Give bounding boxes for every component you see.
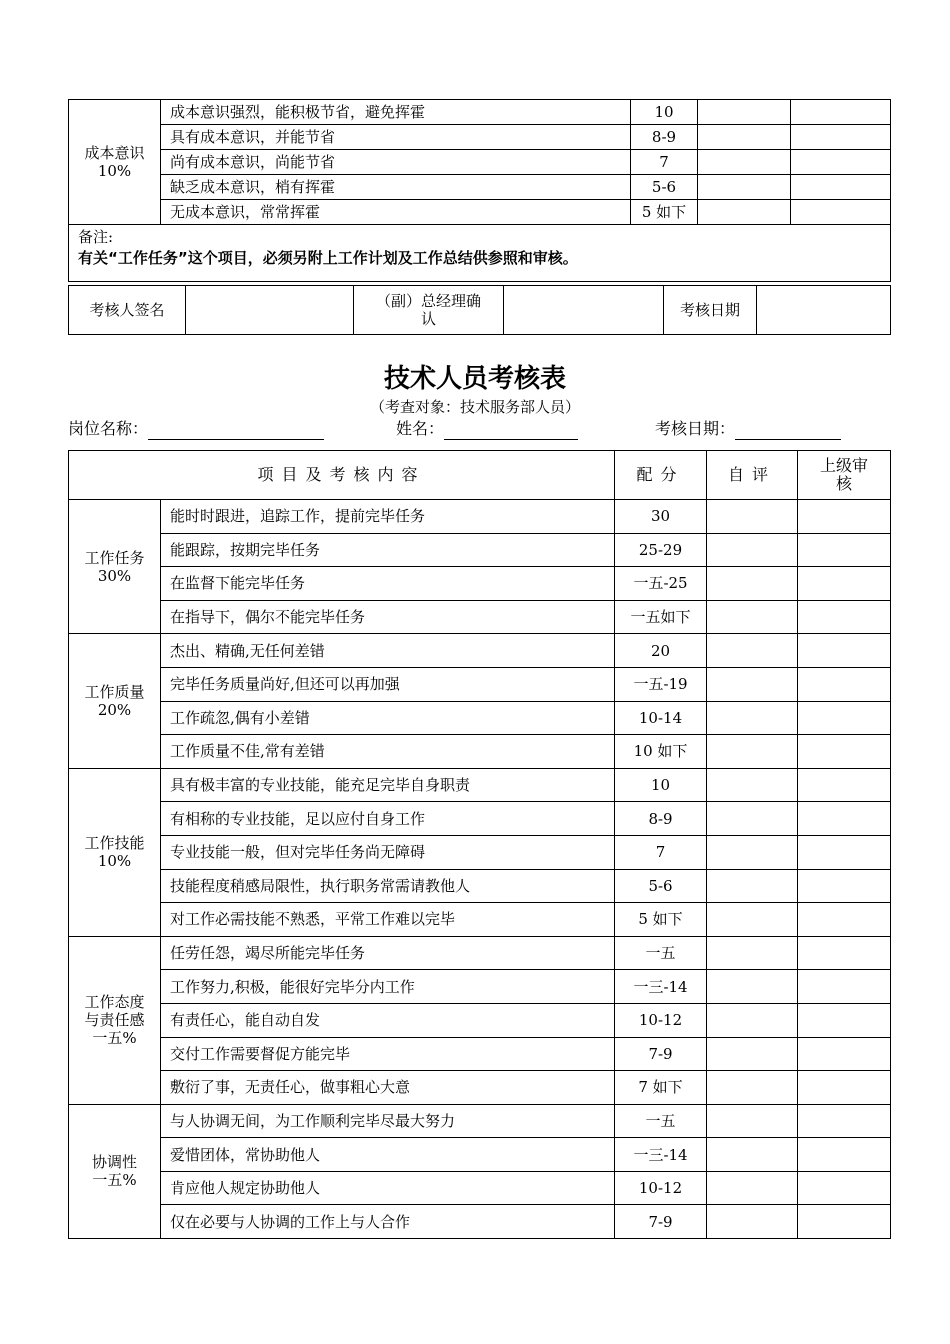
form-subtitle: （考查对象：技术服务部人员） — [369, 398, 580, 416]
score-range: 一五如下 — [615, 600, 707, 634]
table-row — [69, 701, 891, 735]
review-date-field[interactable] — [757, 286, 891, 335]
gm-confirm-label-line2: 认 — [420, 310, 436, 328]
superior-score-cell[interactable] — [798, 1003, 891, 1037]
criteria-text: 工作疏忽,偶有小差错 — [161, 701, 615, 735]
name-field[interactable] — [444, 419, 578, 440]
superior-score-cell[interactable] — [791, 200, 891, 225]
criteria-text: 对工作必需技能不熟悉，平常工作难以完毕 — [161, 903, 615, 937]
name-line — [396, 418, 578, 440]
category-weight: 一五% — [92, 1029, 137, 1048]
criteria-text: 具有极丰富的专业技能，能充足完毕自身职责 — [161, 768, 615, 802]
self-score-cell[interactable] — [707, 1071, 798, 1105]
table-row — [69, 125, 891, 150]
criteria-text: 杰出、精确,无任何差错 — [161, 634, 615, 668]
self-score-cell[interactable] — [707, 1205, 798, 1239]
category-cell — [69, 936, 161, 1104]
superior-score-cell[interactable] — [798, 869, 891, 903]
score-range: 一五 — [615, 936, 707, 970]
score-range: 7-9 — [615, 1037, 707, 1071]
score-range: 25-29 — [615, 533, 707, 567]
post-name-line — [68, 418, 324, 440]
superior-score-cell[interactable] — [791, 150, 891, 175]
table-row — [69, 200, 891, 225]
superior-score-cell[interactable] — [791, 125, 891, 150]
category-cell — [69, 1104, 161, 1238]
score-range: 30 — [615, 500, 707, 534]
table-row — [69, 835, 891, 869]
table-row — [69, 1205, 891, 1239]
notes-label: 备注: — [78, 228, 114, 246]
date-field[interactable] — [735, 419, 841, 440]
criteria-text: 有责任心，能自动自发 — [161, 1003, 615, 1037]
criteria-text: 无成本意识，常常挥霍 — [161, 200, 631, 225]
category-weight: 10% — [97, 162, 132, 180]
superior-score-cell[interactable] — [798, 533, 891, 567]
gm-confirm-label-line1: （副）总经理确 — [375, 292, 481, 310]
superior-score-cell[interactable] — [798, 768, 891, 802]
gm-confirm-field[interactable] — [504, 286, 664, 335]
assessment-table — [68, 450, 891, 1239]
table-row — [69, 100, 891, 125]
table-row — [69, 1037, 891, 1071]
self-score-cell[interactable] — [707, 903, 798, 937]
self-score-cell[interactable] — [707, 634, 798, 668]
criteria-text: 有相称的专业技能，足以应付自身工作 — [161, 802, 615, 836]
superior-score-cell[interactable] — [798, 701, 891, 735]
score-range: 7-9 — [615, 1205, 707, 1239]
self-score-cell[interactable] — [707, 567, 798, 601]
table-row — [69, 1104, 891, 1138]
score-range: 8-9 — [631, 125, 698, 150]
score-range: 7 — [631, 150, 698, 175]
table-row — [69, 1003, 891, 1037]
self-score-cell[interactable] — [707, 500, 798, 534]
criteria-text: 交付工作需要督促方能完毕 — [161, 1037, 615, 1071]
table-row — [69, 936, 891, 970]
score-range: 5 如下 — [631, 200, 698, 225]
score-range: 一五 — [615, 1104, 707, 1138]
self-score-cell[interactable] — [707, 1171, 798, 1205]
self-score-cell[interactable] — [698, 200, 791, 225]
criteria-text: 能时时跟进，追踪工作，提前完毕任务 — [161, 500, 615, 534]
score-range: 5-6 — [615, 869, 707, 903]
score-range: 一三-14 — [615, 970, 707, 1004]
superior-score-cell[interactable] — [798, 567, 891, 601]
category-name: 与责任感 — [84, 1011, 145, 1030]
category-cell — [69, 634, 161, 768]
score-range: 7 — [615, 835, 707, 869]
score-range: 10 — [615, 768, 707, 802]
superior-score-cell[interactable] — [798, 500, 891, 534]
signature-table — [68, 285, 891, 335]
score-range: 一五-25 — [615, 567, 707, 601]
header-superior-line1: 上级审 — [820, 456, 869, 475]
score-range: 7 如下 — [615, 1071, 707, 1105]
self-score-cell[interactable] — [698, 175, 791, 200]
self-score-cell[interactable] — [707, 869, 798, 903]
superior-score-cell[interactable] — [798, 1171, 891, 1205]
table-row — [69, 768, 891, 802]
table-row — [69, 1138, 891, 1172]
superior-score-cell[interactable] — [798, 1037, 891, 1071]
superior-score-cell[interactable] — [791, 175, 891, 200]
header-superior-line2: 核 — [836, 474, 853, 493]
table-row — [69, 634, 891, 668]
superior-score-cell[interactable] — [798, 802, 891, 836]
score-range: 8-9 — [615, 802, 707, 836]
superior-score-cell[interactable] — [798, 835, 891, 869]
score-range: 一五-19 — [615, 667, 707, 701]
category-cell — [69, 768, 161, 936]
criteria-text: 工作努力,积极，能很好完毕分内工作 — [161, 970, 615, 1004]
category-weight: 20% — [97, 701, 132, 720]
criteria-text: 肯应他人规定协助他人 — [161, 1171, 615, 1205]
criteria-text: 完毕任务质量尚好,但还可以再加强 — [161, 667, 615, 701]
self-score-cell[interactable] — [707, 802, 798, 836]
category-weight: 一五% — [92, 1171, 137, 1190]
superior-score-cell[interactable] — [798, 936, 891, 970]
form-title: 技术人员考核表 — [383, 364, 566, 394]
review-date-label: 考核日期 — [664, 286, 757, 335]
cost-awareness-table — [68, 99, 891, 282]
table-row — [69, 567, 891, 601]
table-row — [69, 970, 891, 1004]
table-row — [69, 802, 891, 836]
category-weight: 10% — [97, 852, 132, 871]
post-name-label: 岗位名称： — [68, 419, 149, 438]
header-item: 项目及考核内容 — [69, 451, 615, 500]
score-range: 10-12 — [615, 1003, 707, 1037]
reviewer-signature-label: 考核人签名 — [69, 286, 186, 335]
category-name: 工作态度 — [84, 993, 145, 1012]
superior-score-cell[interactable] — [791, 100, 891, 125]
table-row — [69, 667, 891, 701]
date-label: 考核日期： — [655, 419, 736, 438]
self-score-cell[interactable] — [707, 667, 798, 701]
criteria-text: 敷衍了事，无责任心，做事粗心大意 — [161, 1071, 615, 1105]
score-range: 20 — [615, 634, 707, 668]
self-score-cell[interactable] — [698, 100, 791, 125]
category-weight: 30% — [97, 566, 132, 585]
criteria-text: 成本意识强烈，能积极节省，避免挥霍 — [161, 100, 631, 125]
criteria-text: 在监督下能完毕任务 — [161, 567, 615, 601]
post-name-field[interactable] — [148, 419, 324, 440]
criteria-text: 在指导下，偶尔不能完毕任务 — [161, 600, 615, 634]
self-score-cell[interactable] — [707, 1003, 798, 1037]
criteria-text: 技能程度稍感局限性，执行职务常需请教他人 — [161, 869, 615, 903]
category-name: 成本意识 — [84, 144, 145, 162]
self-score-cell[interactable] — [707, 1104, 798, 1138]
score-range: 5-6 — [631, 175, 698, 200]
superior-score-cell[interactable] — [798, 1138, 891, 1172]
superior-score-cell[interactable] — [798, 667, 891, 701]
table-row — [69, 1171, 891, 1205]
self-score-cell[interactable] — [707, 735, 798, 769]
score-range: 10 — [631, 100, 698, 125]
category-name: 工作质量 — [84, 683, 145, 702]
notes-text: 有关“工作任务”这个项目，必须另附上工作计划及工作总结供参照和审核。 — [78, 249, 578, 267]
name-label: 姓名： — [396, 419, 445, 438]
self-score-cell[interactable] — [707, 533, 798, 567]
table-row — [69, 533, 891, 567]
self-score-cell[interactable] — [707, 835, 798, 869]
superior-score-cell[interactable] — [798, 1104, 891, 1138]
self-score-cell[interactable] — [707, 1037, 798, 1071]
table-row — [69, 150, 891, 175]
superior-score-cell[interactable] — [798, 1205, 891, 1239]
table-row — [69, 869, 891, 903]
category-cell — [69, 500, 161, 634]
superior-score-cell[interactable] — [798, 600, 891, 634]
reviewer-signature-field[interactable] — [186, 286, 354, 335]
criteria-text: 任劳任怨，竭尽所能完毕任务 — [161, 936, 615, 970]
self-score-cell[interactable] — [707, 1138, 798, 1172]
self-score-cell[interactable] — [698, 125, 791, 150]
table-row — [69, 500, 891, 534]
superior-score-cell[interactable] — [798, 1071, 891, 1105]
criteria-text: 缺乏成本意识，梢有挥霍 — [161, 175, 631, 200]
category-name: 工作技能 — [84, 834, 145, 853]
self-score-cell[interactable] — [707, 936, 798, 970]
criteria-text: 能跟踪，按期完毕任务 — [161, 533, 615, 567]
criteria-text: 具有成本意识，并能节省 — [161, 125, 631, 150]
criteria-text: 爱惜团体，常协助他人 — [161, 1138, 615, 1172]
table-row — [69, 903, 891, 937]
superior-score-cell[interactable] — [798, 903, 891, 937]
gm-confirm-label — [354, 286, 504, 335]
header-score: 配分 — [615, 451, 707, 500]
category-name: 协调性 — [91, 1153, 137, 1172]
score-range: 5 如下 — [615, 903, 707, 937]
superior-score-cell[interactable] — [798, 634, 891, 668]
superior-score-cell[interactable] — [798, 735, 891, 769]
score-range: 10-12 — [615, 1171, 707, 1205]
criteria-text: 工作质量不佳,常有差错 — [161, 735, 615, 769]
score-range: 10-14 — [615, 701, 707, 735]
header-self: 自评 — [707, 451, 798, 500]
table-row — [69, 600, 891, 634]
notes-cell — [69, 225, 891, 282]
table-row — [69, 735, 891, 769]
criteria-text: 与人协调无间，为工作顺利完毕尽最大努力 — [161, 1104, 615, 1138]
date-line — [655, 418, 841, 440]
score-range: 10 如下 — [615, 735, 707, 769]
table-row — [69, 175, 891, 200]
header-superior — [798, 451, 891, 500]
score-range: 一三-14 — [615, 1138, 707, 1172]
self-score-cell[interactable] — [707, 701, 798, 735]
self-score-cell[interactable] — [707, 970, 798, 1004]
self-score-cell[interactable] — [698, 150, 791, 175]
criteria-text: 尚有成本意识，尚能节省 — [161, 150, 631, 175]
self-score-cell[interactable] — [707, 768, 798, 802]
criteria-text: 仅在必要与人协调的工作上与人合作 — [161, 1205, 615, 1239]
self-score-cell[interactable] — [707, 600, 798, 634]
category-cell — [69, 100, 161, 225]
criteria-text: 专业技能一般，但对完毕任务尚无障碍 — [161, 835, 615, 869]
category-name: 工作任务 — [84, 548, 145, 567]
superior-score-cell[interactable] — [798, 970, 891, 1004]
table-row — [69, 1071, 891, 1105]
